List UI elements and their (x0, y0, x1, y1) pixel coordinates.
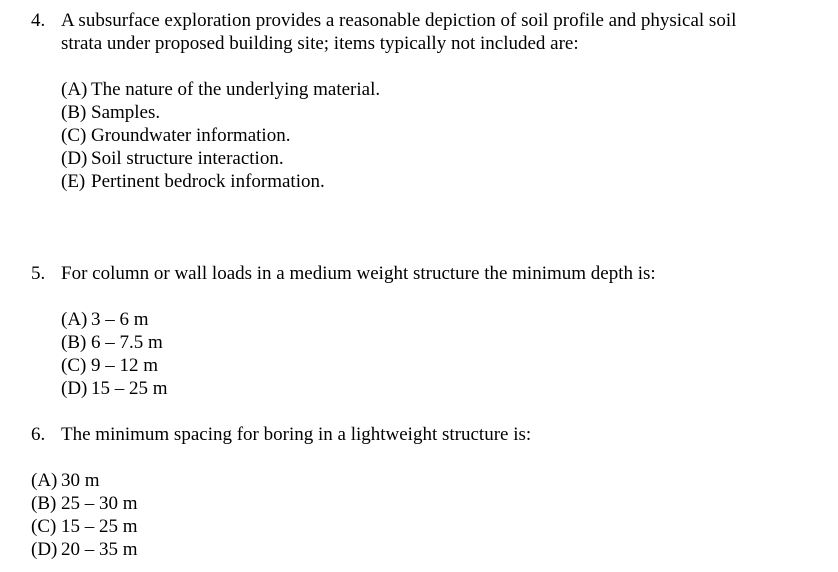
option-letter: (A) (61, 79, 88, 100)
option-letter: (E) (61, 171, 86, 192)
question-number: 5. (31, 263, 46, 284)
option-text: 30 m (61, 470, 100, 491)
option-d (61, 147, 284, 170)
option-letter: (D) (61, 148, 88, 169)
question-number: 6. (31, 424, 46, 445)
option-text: Groundwater information. (91, 125, 291, 146)
option-letter: (B) (61, 332, 87, 353)
option-text: Samples. (91, 102, 161, 123)
option-d (61, 377, 168, 400)
option-b (61, 331, 163, 354)
option-letter: (B) (31, 493, 57, 514)
option-a (61, 78, 380, 101)
option-e (61, 170, 325, 193)
option-a (61, 308, 149, 331)
option-letter: (B) (61, 102, 87, 123)
option-d (31, 538, 138, 561)
option-b (31, 492, 138, 515)
option-text: 9 – 12 m (91, 355, 159, 376)
option-a (31, 469, 100, 492)
option-c (31, 515, 138, 538)
question-stem-line2: strata under proposed building site; items typically not included are: (61, 33, 579, 54)
question-stem-line1: A subsurface exploration provides a reasonable depiction of soil profile and physical soil (61, 10, 737, 31)
question-stem-line1: The minimum spacing for boring in a lightweight structure is: (61, 424, 532, 445)
option-letter: (C) (61, 355, 87, 376)
option-text: Pertinent bedrock information. (91, 171, 325, 192)
question-stem-line1: For column or wall loads in a medium weight structure the minimum depth is: (61, 263, 656, 284)
option-letter: (C) (61, 125, 87, 146)
question-number: 4. (31, 10, 46, 31)
option-c (61, 124, 290, 147)
option-text: 20 – 35 m (61, 539, 138, 560)
option-text: 3 – 6 m (91, 309, 149, 330)
option-c (61, 354, 158, 377)
option-letter: (A) (31, 470, 58, 491)
option-text: 15 – 25 m (61, 516, 138, 537)
option-letter: (D) (31, 539, 58, 560)
option-text: The nature of the underlying material. (91, 79, 381, 100)
option-letter: (D) (61, 378, 88, 399)
option-text: 6 – 7.5 m (91, 332, 163, 353)
option-text: 25 – 30 m (61, 493, 138, 514)
option-b (61, 101, 160, 124)
option-text: Soil structure interaction. (91, 148, 284, 169)
option-letter: (C) (31, 516, 57, 537)
option-text: 15 – 25 m (91, 378, 168, 399)
option-letter: (A) (61, 309, 88, 330)
